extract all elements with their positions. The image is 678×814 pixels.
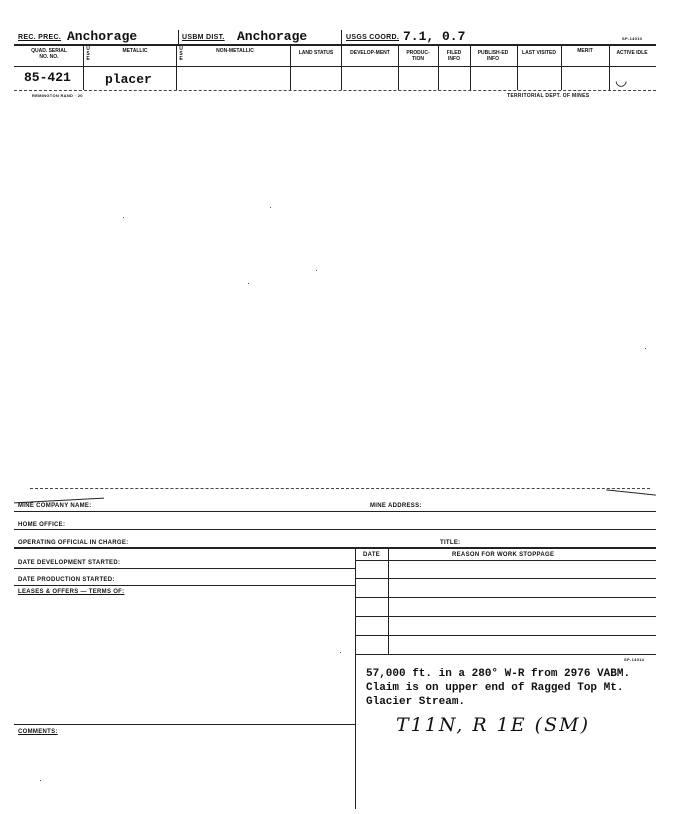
form-number-bottom: SP-14014: [624, 657, 645, 662]
date-development-label: DATE DEVELOPMENT STARTED:: [18, 560, 121, 566]
rec-prec-value: Anchorage: [67, 29, 138, 44]
active-idle-header: ACTIVE IDLE: [616, 50, 648, 56]
production-header: PRODUC-TION: [406, 50, 430, 62]
non-metallic-header: NON-METALLIC: [216, 48, 254, 54]
department-note: TERRITORIAL DEPT. OF MINES: [507, 93, 590, 99]
operating-official-label: OPERATING OFFICIAL IN CHARGE:: [18, 540, 129, 546]
merit-header: MERIT: [577, 48, 593, 54]
date-production-label: DATE PRODUCTION STARTED:: [18, 577, 115, 583]
last-visited-header: LAST VISITED: [522, 50, 556, 56]
usbm-dist-value: Anchorage: [237, 29, 308, 44]
location-line-3: Glacier Stream.: [366, 696, 466, 708]
reason-column-header: REASON FOR WORK STOPPAGE: [452, 552, 555, 558]
development-header: DEVELOP-MENT: [350, 50, 390, 56]
mine-company-label: MINE COMPANY NAME:: [18, 503, 92, 509]
filed-info-header: FILED INFO: [446, 50, 462, 62]
comments-label: COMMENTS:: [18, 729, 58, 735]
serial-number-value: 85-421: [24, 70, 71, 85]
use-label-2: U S E: [179, 46, 183, 62]
rec-prec-label: REC. PREC.: [18, 34, 62, 41]
usgs-coord-label: USGS COORD.: [346, 34, 400, 41]
handwritten-township-range: T11N, R 1E (SM): [396, 714, 590, 736]
mine-address-label: MINE ADDRESS:: [370, 503, 422, 509]
location-line-2: Claim is on upper end of Ragged Top Mt.: [366, 682, 624, 694]
leases-offers-label: LEASES & OFFERS — TERMS OF:: [18, 589, 125, 595]
land-status-header: LAND STATUS: [298, 50, 334, 56]
home-office-label: HOME OFFICE:: [18, 522, 66, 528]
date-column-header: DATE: [363, 552, 381, 558]
use-label-1: U S E: [86, 46, 90, 62]
usgs-coord-value: 7.1, 0.7: [403, 29, 466, 44]
location-line-1: 57,000 ft. in a 280° W-R from 2976 VABM.: [366, 668, 631, 680]
quad-serial-header: QUAD. SERIAL: [31, 48, 67, 54]
metallic-value: placer: [105, 72, 152, 87]
metallic-header: METALLIC: [122, 48, 148, 54]
printer-note: REMINGTON RAND · 20: [32, 93, 83, 98]
usbm-dist-label: USBM DIST.: [182, 34, 225, 41]
active-check-mark-icon: ◡: [615, 72, 628, 88]
form-number-top: SP-14010: [622, 36, 643, 41]
no-no-header: NO. NO.: [39, 54, 59, 60]
published-info-header: PUBLISH-ED INFO: [477, 50, 509, 62]
title-label: TITLE:: [440, 540, 461, 546]
